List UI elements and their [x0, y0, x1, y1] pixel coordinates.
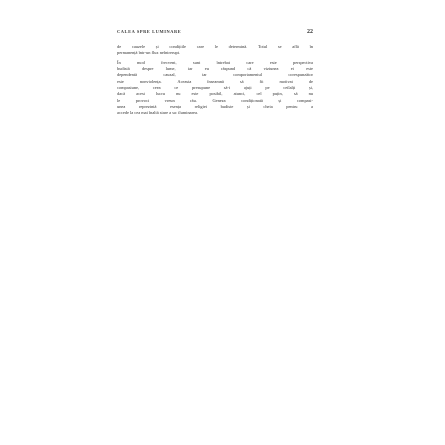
body-text	[117, 44, 313, 120]
text-line: dependentă cauzal, iar comportamentul corespunzător	[117, 72, 313, 78]
text-line: budistă despre lume, iar eu răspund că viziunea ei este	[117, 66, 313, 72]
text-line: este nonviolența. Aceasta înseamnă să fii motivat de	[117, 78, 313, 84]
text-line: unea reprezintă esența religiei budiste și cheia pentru a	[117, 104, 313, 110]
page-number: 22	[307, 29, 313, 35]
running-head	[117, 29, 313, 35]
text-line: accede la cea mai înaltă stare a sa: iluminarea.	[117, 110, 199, 116]
text-line: compasiune, ceea ce presupune să-i ajuți pe ceilalți și,	[117, 85, 313, 91]
paragraph-2	[117, 60, 313, 117]
text-line: dacă acest lucru nu este posibil, atunci, cel puțin, să nu	[117, 91, 313, 97]
text-line: În mod frecvent, sunt întrebat care este perspectiva	[117, 59, 313, 65]
text-line: permanență într-un flux neîntrerupt.	[117, 50, 181, 56]
text-line: le provoci vreun rău. Geneza condiționată și compasi-	[117, 97, 313, 103]
text-line: de cauzele și condițiile care le determină. Totul se află în	[117, 44, 313, 49]
book-title: CALEA SPRE LUMINARE	[117, 29, 182, 34]
paragraph-1	[117, 44, 313, 57]
